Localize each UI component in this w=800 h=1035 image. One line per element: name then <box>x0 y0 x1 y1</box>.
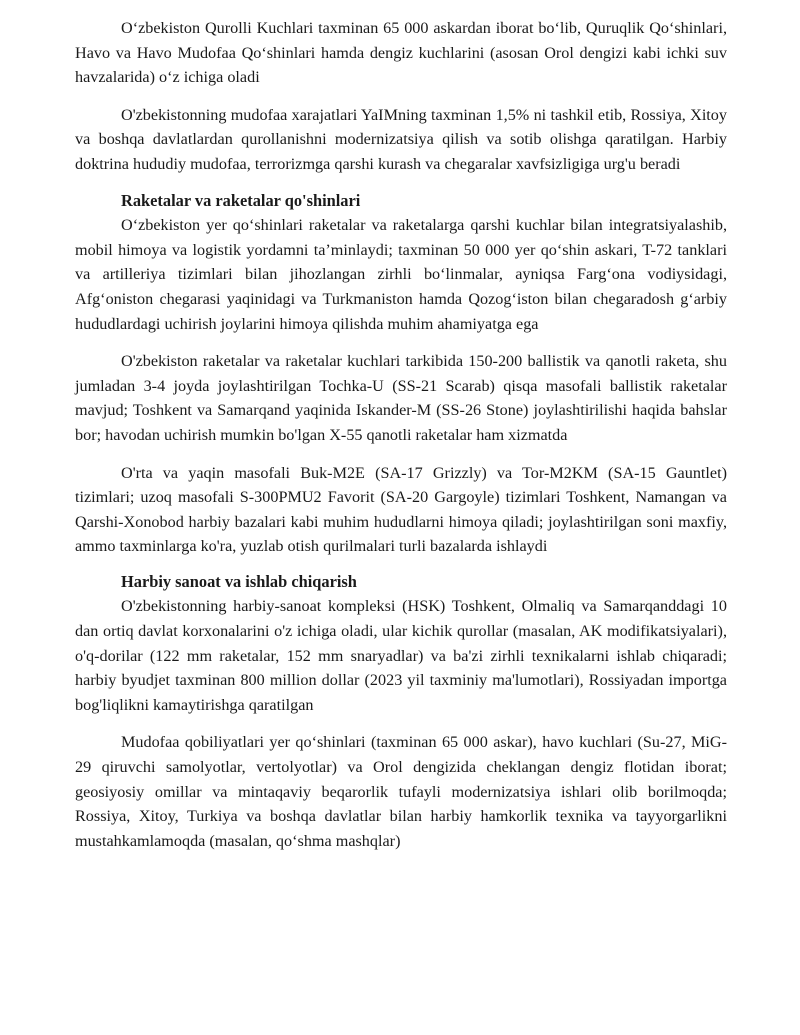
paragraph-military-industrial-complex: O'zbekistonning harbiy-sanoat kompleksi (HSK) Toshkent, Olmaliq va Samarqanddagi 10 dan ortiq davlat korxonalarini o'z ichiga oladi, ular kichik qurollar (masalan, AK modifikatsiyalari), o'q-dorilar (122 mm raketalar, 152 mm snaryadlar) va ba'zi zirhli texnikalarni ishlab chiqaradi; harbiy byudjet taxminan 800 million dollar (2023 yil taxminiy ma'lumotlari), Rossiyadan importga bog'liqlikni kamaytirishga qaratilgan <box>75 597 727 714</box>
section-heading-military-industry: Harbiy sanoat va ishlab chiqarish <box>121 571 357 591</box>
paragraph-ground-forces: O‘zbekiston yer qo‘shinlari raketalar va raketalarga qarshi kuchlar bilan integratsiyalashib, mobil himoya va logistik yordamni ta’minlaydi; taxminan 50 000 yer qo‘shin askari, T-72 tanklari va artilleriya tizimlari bilan jihozlangan zirhli bo‘linmalar, ayniqsa Farg‘ona vodiysidagi, Afg‘oniston chegarasi yaqinidagi va Turkmaniston hamda Qozog‘iston bilan chegaradosh g‘arbiy hududlardagi uchirish joylarini himoya qilishda muhim ahamiyatga ega <box>75 216 727 333</box>
section-heading-missile-forces: Raketalar va raketalar qo'shinlari <box>121 190 361 210</box>
paragraph-missile-inventory: O'zbekiston raketalar va raketalar kuchlari tarkibida 150-200 ballistik va qanotli raketa, shu jumladan 3-4 joyda joylashtirilgan Tochka-U (SS-21 Scarab) qisqa masofali ballistik raketalar mavjud; Toshkent va Samarqand yaqinida Iskander-M (SS-26 Stone) joylashtirilishi haqida bahslar bor; havodan uchirish mumkin bo'lgan X-55 qanotli raketalar ham xizmatda <box>75 352 727 444</box>
document-page <box>75 16 727 853</box>
paragraph-armed-forces: O‘zbekiston Qurolli Kuchlari taxminan 65 000 askardan iborat bo‘lib, Quruqlik Qo‘shinlari, Havo va Havo Mudofaa Qo‘shinlari hamda dengiz kuchlarini (asosan Orol dengizi kabi ichki suv havzalarida) o‘z ichiga oladi <box>75 19 727 87</box>
paragraph-defense-spending: O'zbekistonning mudofaa xarajatlari YaIMning taxminan 1,5% ni tashkil etib, Rossiya, Xitoy va boshqa davlatlardan qurollanishni modernizatsiya qilish va sotib olishga qaratilgan. Harbiy doktrina hududiy mudofaa, terrorizmga qarshi kurash va chegaralar xavfsizligiga urg'u beradi <box>75 105 727 173</box>
paragraph-air-defense-systems: O'rta va yaqin masofali Buk-M2E (SA-17 Grizzly) va Tor-M2KM (SA-15 Gauntlet) tizimlari; uzoq masofali S-300PMU2 Favorit (SA-20 Gargoyle) tizimlari Toshkent, Namangan va Qarshi-Xonobod harbiy bazalari kabi muhim hududlarni himoya qiladi; joylashtirilgan soni maxfiy, ammo taxminlarga ko'ra, yuzlab otish qurilmalari turli bazalarda ishlaydi <box>75 463 727 556</box>
paragraph-defense-capabilities: Mudofaa qobiliyatlari yer qo‘shinlari (taxminan 65 000 askar), havo kuchlari (Su-27, MiG-29 qiruvchi samolyotlar, vertolyotlar) va Orol dengizida cheklangan dengiz flotidan iborat; geosiyosiy omillar va mintaqaviy beqarorlik tufayli modernizatsiya ishlari olib borilmoqda; Rossiya, Xitoy, Turkiya va boshqa davlatlar bilan harbiy hamkorlik texnika va tayyorgarlikni mustahkamlamoqda (masalan, qo‘shma mashqlar) <box>75 733 727 850</box>
